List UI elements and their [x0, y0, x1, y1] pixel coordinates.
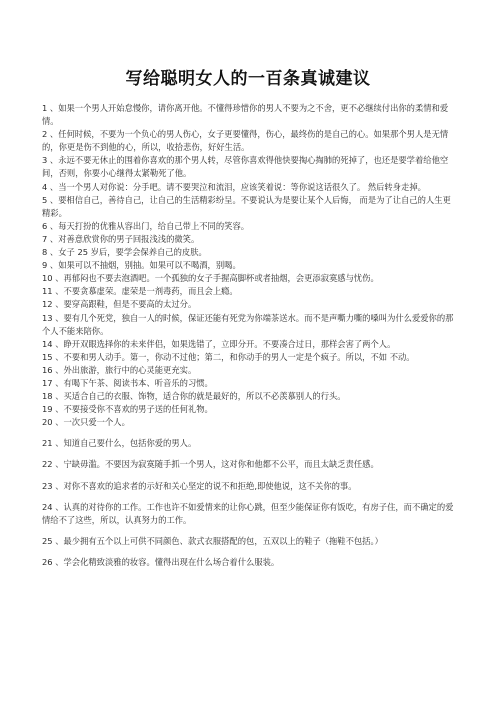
list-item: 3 、永远不要无休止的围着你喜欢的那个男人转，尽管你喜欢得他快要掏心掏肺的死掉了，也还是要学着给他空间，否则，你要小心继得太紧勒死了他。 [42, 155, 449, 179]
list-item: 23 、对你不喜欢的追求者的示好和关心坚定的说不和拒绝,即使他说，这不关你的事。 [42, 480, 357, 491]
list-item: 21 、知道自己要什么，包括你爱的男人。 [42, 438, 197, 449]
list-item: 25 、最少拥有五个以上可供不同颜色、款式衣服搭配的包，五双以上的鞋子（拖鞋不包括。） [42, 535, 383, 546]
list-item: 20 、一次只爱一个人。 [42, 417, 130, 428]
list-item: 9 、如果可以不抽烟，别抽。如果可以不喝酒，别喝。 [42, 260, 241, 271]
list-item: 10 、再郁闷也不要去泡酒吧。一个孤独的女子手握高脚杯或者抽烟，会更添寂寞感与忧伤。 [42, 273, 379, 284]
list-item: 5 、要相信自己，善待自己，让自己的生活精彩纷呈。不要说认为是要让某个人后悔， 而是为了让自己的人生更精彩。 [42, 194, 451, 218]
list-item: 6 、每天打扮的优雅从容出门，给自己带上不同的笑容。 [42, 220, 250, 231]
list-item: 17 、有喝下午茶、阅读书本、听音乐的习惯。 [42, 377, 213, 388]
advice-list [42, 102, 454, 569]
list-item: 19 、不要接受你不喜欢的男子送的任何礼物。 [42, 404, 213, 415]
list-item: 11 、不要贪慕虚荣。虚荣是一剂毒药，而且会上瘾。 [42, 286, 238, 297]
list-item: 16 、外出旅游，旅行中的心灵能更充实。 [42, 364, 197, 375]
list-item: 24 、认真的对待你的工作。工作也许不如爱情来的让你心跳，但至少能保证你有饭吃，有房子住，而不确定的爱情给不了这些，所以，认真努力的工作。 [42, 501, 454, 525]
list-item: 2 、任何时候，不要为一个负心的男人伤心，女子更要懂得，伤心，最终伤的是自己的心。如果那个男人是无情的，你更是伤不到他的心，所以，收拾悲伤，好好生活。 [42, 129, 449, 153]
list-item: 8 、女子 25 岁后，要学会保养自己的皮肤。 [42, 247, 207, 258]
list-item: 18 、买适合自己的衣服、饰物，适合你的就是最好的，所以不必羡慕别人的行头。 [42, 391, 346, 402]
list-item: 15 、不要和男人动手。第一，你动不过他；第二，和你动手的男人一定是个疯子。所以，不如 不动。 [42, 351, 415, 362]
document-title: 写给聪明女人的一百条真诚建议 [125, 69, 371, 89]
list-item: 1 、如果一个男人开始怠慢你，请你离开他。不懂得珍惜你的男人不要为之不舍，更不必继续付出你的柔情和爱情。 [42, 103, 449, 127]
list-item: 14 、睁开双眼选择你的未来伴侣，如果选错了，立即分开。不要凑合过日，那样会害了两个人。 [42, 338, 396, 349]
list-item: 7 、对善意欣赏你的男子回报浅浅的微笑。 [42, 233, 200, 244]
list-item: 12 、要穿高跟鞋，但是不要高的太过分。 [42, 299, 197, 310]
list-item: 26 、学会化精致淡雅的妆容。懂得出现在什么场合着什么服装。 [42, 556, 280, 567]
list-item: 13 、要有几个死党，独自一人的时候，保证还能有死党为你端茶送水。而不是声嘶力嘶的嗓叫为什么爱爱你的那个人不能来陪你。 [42, 312, 454, 336]
list-item: 4 、当一个男人对你说：分手吧。请不要哭泣和流泪，应该笑着说：等你说这话很久了。 然后转身走掉。 [42, 181, 426, 192]
list-item: 22 、宁缺毋滥。不要因为寂寞随手抓一个男人，这对你和他都不公平，而且太缺乏责任感。 [42, 459, 379, 470]
